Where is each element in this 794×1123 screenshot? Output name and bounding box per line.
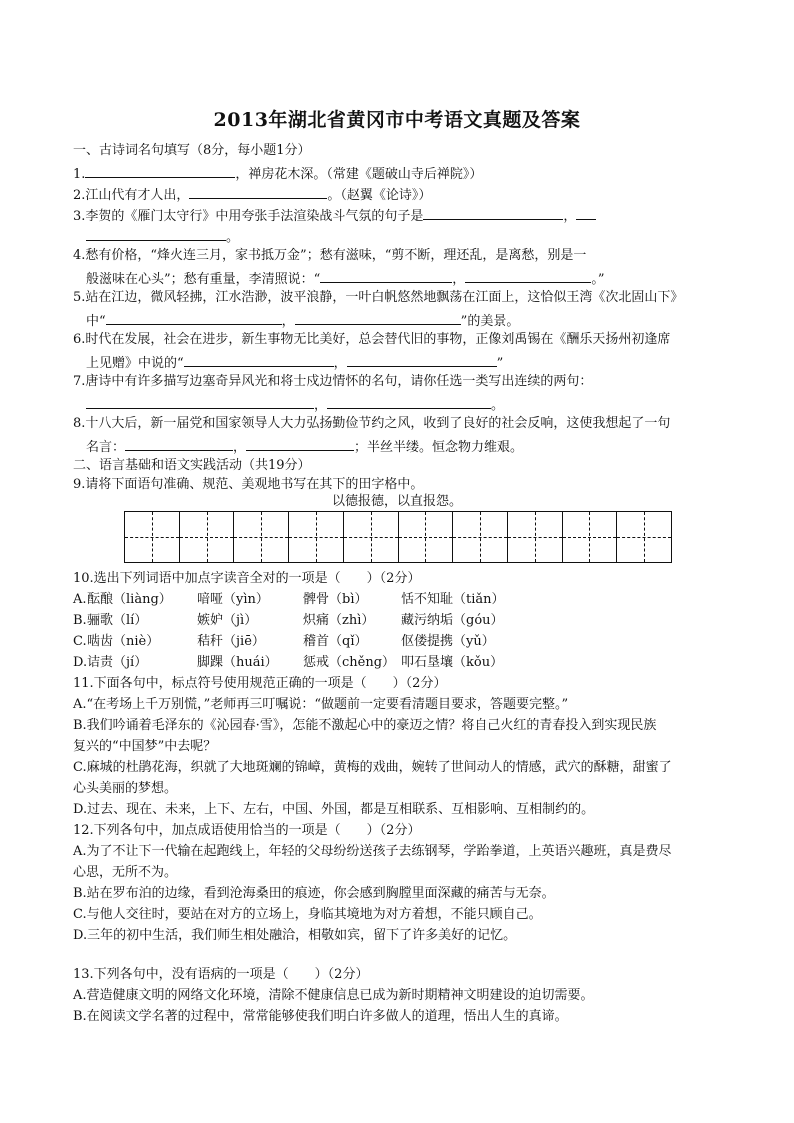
question-9: 9.请将下面语句准确、规范、美观地书写在其下的田字格中。 [73,477,424,492]
tianzige-cell[interactable] [508,512,563,562]
tianzige-cell[interactable] [344,512,399,562]
q12-option-b[interactable]: B.站在罗布泊的边缘，看到沧海桑田的痕迹，你会感到胸膛里面深藏的痛苦与无奈。 [73,886,555,901]
tianzige-grid[interactable] [124,511,672,563]
exam-page: 2013年湖北省黄冈市中考语文真题及答案 一、古诗词名句填写（8分，每小题1分） 1. ，禅房花木深。（常建《题破山寺后禅院》） 2.江山代有才人出， 。（赵翼《论诗》） 3.李贺的《雁门太守行》中用夸张手法渲染战斗气氛的句子是 ， 。 4.愁有价格，“烽火连三月，家书抵万金”；愁有滋味，“剪不断，理还乱，是离愁，别是一 般滋味在心头”；愁有重量，李清照说：“ ， 。” 5.站在江边，微风轻拂，江水浩渺，波平浪静，一叶白帆悠然地飘荡在江面上，这恰似王湾《次北固山下》 中“ ， ”的美景。 6.时代在发展，社会在进步，新生事物无比美好，总会替代旧的事物，正像刘禹锡在《酬乐天扬州初逢席 上见赠》中说的“ ， ” 7.唐诗中有许多描写边塞奇异风光和将士戍边情怀的名句，请你任选一类写出连续的两句： ， 。 8.十八大后，新一届党和国家领导人大力弘扬勤俭节约之风，收到了良好的社会反响，这使我想起了一句 名言： ， ；半丝半缕。恒念物力维艰。 二、语言基础和语文实践活动（共19分） 9.请将下面语句准确、规范、美观地书写在其下的田字格中。 以德报德，以直报怨。 10.选出下列词语中加点字读音全对的一项是（ ）（2分） A. 酝酿（liàng） 喑哑（yìn） 髀骨（bì） 恬不知耻（tiǎn） B. 骊歌（lí） 嫉妒（jì） 炽痛（zhì） 藏污纳垢（góu） C. 啮齿（niè） 秸秆（jiē） 稽首（qǐ） 伛偻提携（yǔ） D. 诘责（jí） 脚踝（huái） 惩戒（chěng） 叩石垦壤（kǒu） 11.下面各句中，标点符号使用规范正确的一项是（ ）（2分） A.“在考场上千万别慌，”老师再三叮嘱说：“做题前一定要看清题目要求，答题要完整。” B.我们吟诵着毛泽东的《沁园春·雪》，怎能不激起心中的豪迈之情？将自己火红的青春投入到实现民族 复兴的“中国梦”中去呢？ C.麻城的杜鹃花海，织就了大地斑斓的锦嶂，黄梅的戏曲，婉转了世间动人的情感，武穴的酥糖，甜蜜了 心头美丽的梦想。 D.过去、现在、未来，上下、左右，中国、外国，都是互相联系、互相影响、互相制约的。 12.下列各句中，加点成语使用恰当的一项是（ ）（2分） A.为了不让下一代输在起跑线上，年轻的父母纷纷送孩子去练钢琴，学跆拳道，上英语兴趣班，真是费尽 心思，无所不为。 B.站在罗布泊的边缘，看到沧海桑田的痕迹，你会感到胸膛里面深藏的痛苦与无奈。 C.与他人交往时，要站在对方的立场上，身临其境地为对方着想，不能只顾自己。 D.三年的初中生活，我们师生相处融洽，相敬如宾，留下了许多美好的记忆。 13.下列各句中，没有语病的一项是（ ）（2分） A.营造健康文明的网络文化环境，清除不健康信息已成为新时期精神文明建设的迫切需要。 B.在阅读文学名著的过程中，常常能够使我们明白许多做人的道理，悟出人生的真谛。 [0,0,794,1123]
question-5: 5.站在江边，微风轻拂，江水浩渺，波平浪静，一叶白帆悠然地飘荡在江面上，这恰似王湾《次北固山下》 [73,290,684,305]
question-13-stem: 13.下列各句中，没有语病的一项是（ ）（2分） [73,967,369,982]
answer-blank[interactable] [327,394,491,409]
tianzige-cell[interactable] [234,512,289,562]
question-2: 2.江山代有才人出， 。（赵翼《论诗》） [73,184,733,205]
question-3: 3.李贺的《雁门太守行》中用夸张手法渲染战斗气氛的句子是 ， [73,205,733,226]
tianzige-cell[interactable] [399,512,454,562]
q11-option-b-cont: 复兴的“中国梦”中去呢？ [73,739,217,754]
question-6: 6.时代在发展，社会在进步，新生事物无比美好，总会替代旧的事物，正像刘禹锡在《酬乐天扬州初逢席 [73,332,671,347]
answer-blank[interactable] [125,436,233,451]
tianzige-cell[interactable] [289,512,344,562]
tianzige-cell[interactable] [617,512,671,562]
answer-blank[interactable] [189,184,327,199]
q11-option-c[interactable]: C.麻城的杜鹃花海，织就了大地斑斓的锦嶂，黄梅的戏曲，婉转了世间动人的情感，武穴的酥糖，甜蜜了 [73,760,672,775]
answer-blank[interactable] [246,436,354,451]
answer-blank[interactable] [86,226,226,241]
answer-blank[interactable] [423,205,563,220]
question-3-line-2: 。 [86,226,746,247]
q12-option-a[interactable]: A.为了不让下一代输在起跑线上，年轻的父母纷纷送孩子去练钢琴，学跆拳道，上英语兴趣班，真是费尽 [73,844,672,859]
section-2-heading: 二、语言基础和语文实践活动（共19分） [73,458,311,473]
answer-blank[interactable] [184,352,334,367]
question-1: 1. ，禅房花木深。（常建《题破山寺后禅院》） [73,163,733,184]
q11-option-c-cont: 心头美丽的梦想。 [73,781,178,796]
answer-blank[interactable] [320,268,452,283]
q11-option-a[interactable]: A.“在考场上千万别慌，”老师再三叮嘱说：“做题前一定要看清题目要求，答题要完整。” [73,697,569,712]
question-7: 7.唐诗中有许多描写边塞奇异风光和将士戍边情怀的名句，请你任选一类写出连续的两句： [73,374,593,389]
motto-text: 以德报德，以直报怨。 [331,494,462,509]
q11-option-b[interactable]: B.我们吟诵着毛泽东的《沁园春·雪》，怎能不激起心中的豪迈之情？将自己火红的青春投入到实现民族 [73,718,657,733]
question-5-line-2: 中“ ， ”的美景。 [86,310,746,331]
question-8: 8.十八大后，新一届党和国家领导人大力弘扬勤俭节约之风，收到了良好的社会反响，这使我想起了一句 [73,416,671,431]
tianzige-cell[interactable] [453,512,508,562]
page-title: 2013年湖北省黄冈市中考语文真题及答案 [213,109,581,131]
tianzige-cell[interactable] [180,512,235,562]
question-10-stem: 10.选出下列词语中加点字读音全对的一项是（ ）（2分） [73,571,421,586]
q12-option-a-cont: 心思，无所不为。 [73,865,178,880]
q12-option-d[interactable]: D.三年的初中生活，我们师生相处融洽，相敬如宾，留下了许多美好的记忆。 [73,928,517,943]
answer-blank[interactable] [465,268,591,283]
question-8-line-2: 名言： ， ；半丝半缕。恒念物力维艰。 [86,436,746,457]
q12-option-c[interactable]: C.与他人交往时，要站在对方的立场上，身临其境地为对方着想，不能只顾自己。 [73,907,542,922]
answer-blank[interactable] [576,205,596,220]
question-6-line-2: 上见赠》中说的“ ， ” [86,352,746,373]
answer-blank[interactable] [347,352,497,367]
question-11-stem: 11.下面各句中，标点符号使用规范正确的一项是（ ）（2分） [73,676,447,691]
answer-blank[interactable] [295,310,461,325]
tianzige-cell[interactable] [563,512,618,562]
question-4-line-2: 般滋味在心头”；愁有重量，李清照说：“ ， 。” [86,268,746,289]
answer-blank[interactable] [86,394,314,409]
q13-option-b[interactable]: B.在阅读文学名著的过程中，常常能够使我们明白许多做人的道理，悟出人生的真谛。 [73,1009,568,1024]
answer-blank[interactable] [106,310,282,325]
question-4: 4.愁有价格，“烽火连三月，家书抵万金”；愁有滋味，“剪不断，理还乱，是离愁，别是一 [73,248,587,263]
q13-option-a[interactable]: A.营造健康文明的网络文化环境，清除不健康信息已成为新时期精神文明建设的迫切需要。 [73,988,594,1003]
answer-blank[interactable] [85,163,235,178]
section-1-heading: 一、古诗词名句填写（8分，每小题1分） [73,143,311,158]
question-7-line-2: ， 。 [86,394,746,415]
question-12-stem: 12.下列各句中，加点成语使用恰当的一项是（ ）（2分） [73,823,421,838]
tianzige-cell[interactable] [125,512,180,562]
q11-option-d[interactable]: D.过去、现在、未来，上下、左右，中国、外国，都是互相联系、互相影响、互相制约的。 [73,802,595,817]
